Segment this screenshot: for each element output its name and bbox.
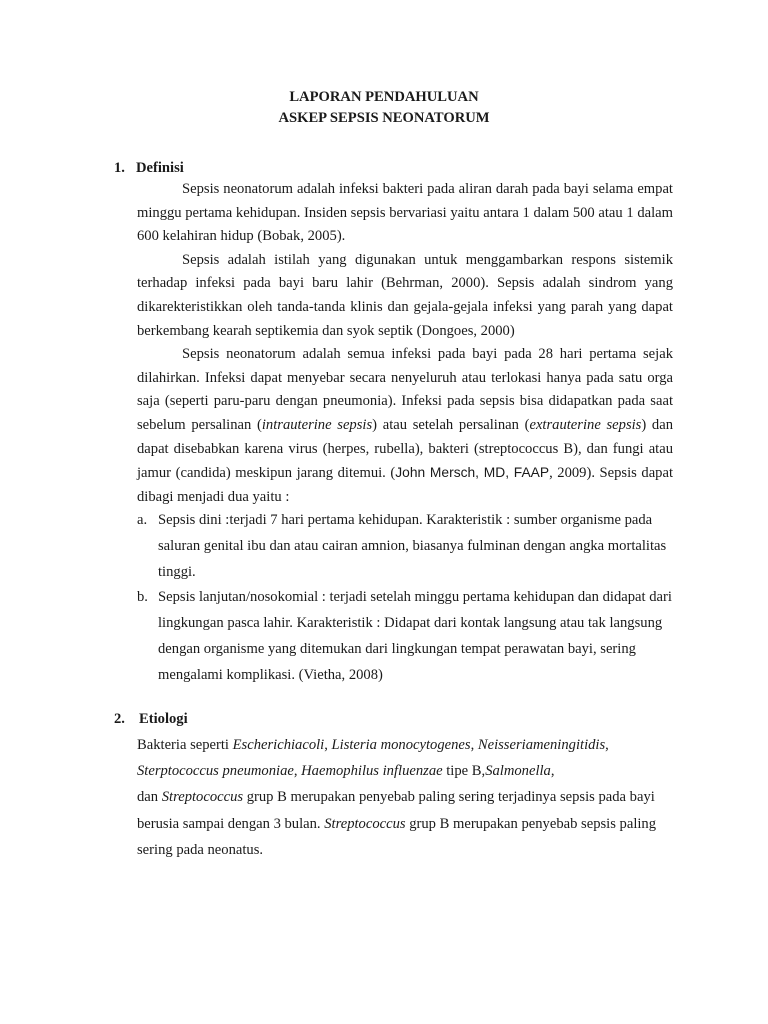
p3-italic-extrauterine: extrauterine sepsis	[529, 416, 642, 433]
section-1-title: Definisi	[136, 160, 184, 176]
section-1-number: 1.	[114, 160, 125, 176]
list-item	[137, 585, 677, 688]
list-marker: b.	[137, 589, 148, 606]
p3-italic-intrauterine: intrauterine sepsis	[261, 416, 373, 433]
etio-text: ,	[470, 737, 478, 753]
etiology-body	[137, 732, 677, 863]
p3-author-citation: John Mersch, MD, FAAP	[395, 465, 550, 481]
etio-text: ,	[324, 737, 332, 753]
p3-text-a: Sepsis neonatorum adalah semua infeksi pada bayi pada 28 hari pertama sejak dilahirkan. Infeksi dapat menyebar secara nenyeluruh atau terlokasi hanya pada satu orga saja (seperti paru-paru dengan pneumonia). Infeksi pada sepsis bisa didapatkan pada saat sebelum persalinan (	[137, 346, 673, 433]
etio-bacteria-name: Haemophilus influenzae	[301, 763, 443, 780]
etio-text: dan	[137, 789, 162, 806]
definition-body	[137, 178, 673, 509]
section-1-heading	[114, 160, 184, 177]
etio-bacteria-name: Streptococcus	[161, 789, 244, 806]
etio-bacteria-name: Sterptococcus pneumoniae	[137, 763, 294, 780]
etio-text: Bakteria seperti	[137, 737, 233, 753]
p3-text-c: ) atau setelah persalinan (	[372, 416, 530, 433]
definition-paragraph-1: Sepsis neonatorum adalah infeksi bakteri pada aliran darah pada bayi selama empat minggu pertama kehidupan. Insiden sepsis bervariasi yaitu antara 1 dalam 500 atau 1 dalam 600 kelahiran hidup (Bobak, 2005).	[137, 181, 673, 245]
definition-paragraph-3	[137, 343, 673, 509]
etio-text: grup B merupakan penyebab sepsis paling sering pada neonatus.	[137, 815, 657, 858]
title-line-2: ASKEP SEPSIS NEONATORUM	[278, 110, 490, 126]
title-line-1: LAPORAN PENDAHULUAN	[289, 89, 479, 105]
etio-text: ,	[550, 763, 555, 780]
etio-bacteria-name: Neisseriameningitidis	[477, 737, 606, 753]
list-item-text: Sepsis lanjutan/nosokomial : terjadi setelah minggu pertama kehidupan dan didapat dari lingkungan pasca lahir. Karakteristik : Didapat dari kontak langsung atau tak langsung dengan organisme yang ditemukan dari lingkungan tempat perawatan bayi, sering mengalami komplikasi. (Vietha, 2008)	[158, 589, 672, 683]
etio-text: ,	[605, 737, 609, 753]
etio-text: ,	[293, 763, 302, 780]
etio-bacteria-name: Salmonella	[485, 763, 551, 780]
list-item	[137, 508, 677, 585]
list-item-text: Sepsis dini :terjadi 7 hari pertama kehidupan. Karakteristik : sumber organisme pada saluran genital ibu dan atau cairan amnion, biasanya fulminan dengan angka mortalitas tinggi.	[158, 512, 667, 580]
section-2-title: Etiologi	[139, 711, 188, 727]
sepsis-type-list	[137, 508, 677, 689]
p3-text-e: ) dan dapat disebabkan karena virus (herpes, rubella), bakteri (streptococcus B), dan fungi atau jamur (candida) meskipun jarang ditemui. (	[137, 416, 673, 482]
section-2-number: 2.	[114, 711, 125, 727]
etio-text: tipe B,	[442, 763, 486, 780]
etio-bacteria-name: Listeria monocytogenes	[331, 737, 471, 753]
etio-bacteria-name: Escherichiacoli	[232, 737, 325, 753]
etiology-line-3	[137, 784, 677, 863]
etiology-line-2	[137, 758, 677, 784]
list-marker: a.	[137, 512, 148, 528]
p3-text-g: , 2009). Sepsis dapat dibagi menjadi dua yaitu :	[137, 465, 673, 505]
etio-bacteria-name: Streptococcus	[324, 815, 406, 832]
section-2-heading	[114, 711, 188, 728]
etiology-line-1	[137, 732, 677, 758]
etio-text: grup B merupakan penyebab paling sering terjadinya sepsis pada bayi berusia sampai dengan 3 bulan.	[137, 789, 655, 832]
definition-paragraph-2: Sepsis adalah istilah yang digunakan untuk menggambarkan respons sistemik terhadap infeksi pada bayi baru lahir (Behrman, 2000). Sepsis adalah sindrom yang dikarekteristikkan oleh tanda-tanda klinis dan gejala-gejala infeksi yang parah yang dapat berkembang kearah septikemia dan syok septik (Dongoes, 2000)	[137, 251, 673, 339]
